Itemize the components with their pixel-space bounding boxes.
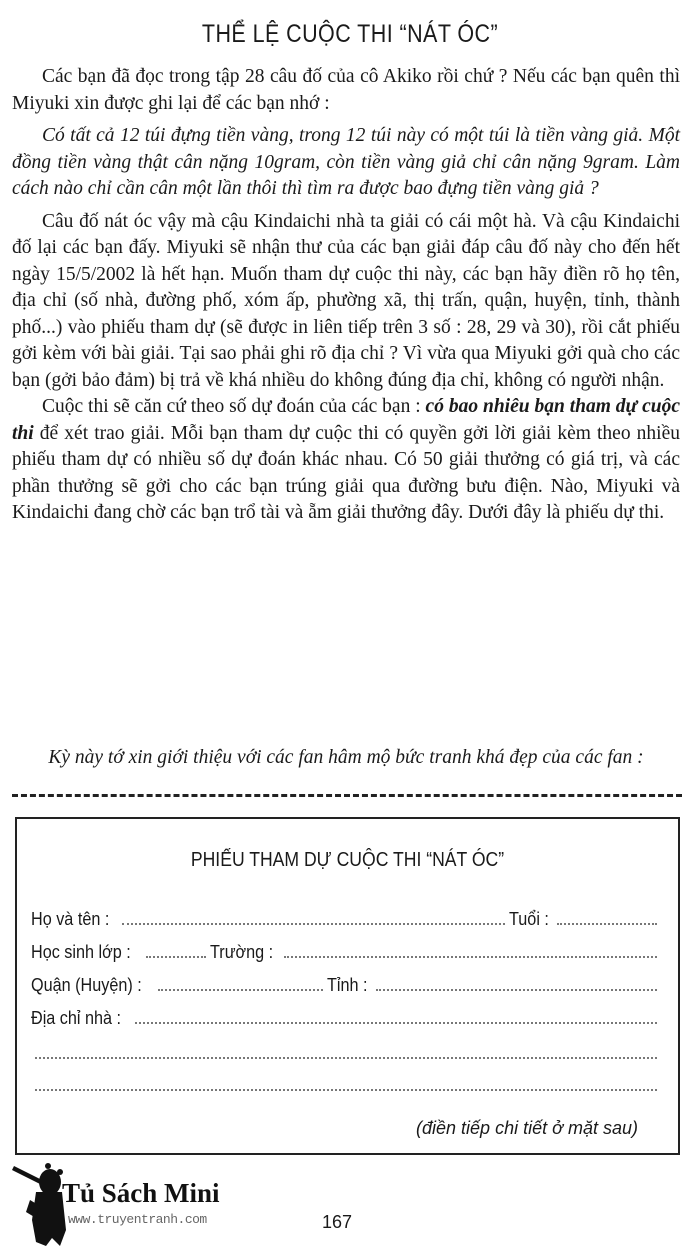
- entry-form: [15, 817, 680, 1155]
- form-title: PHIẾU THAM DỰ CUỘC THI “NÁT ÓC”: [190, 849, 505, 871]
- name-label: Họ và tên :: [31, 909, 110, 929]
- prize-emphasis: có bao nhiêu bạn tham dự cuộc thi: [12, 396, 680, 444]
- class-row: [31, 940, 661, 964]
- address-row-2: [31, 1041, 661, 1065]
- logo-url: www.truyentranh.com: [68, 1212, 207, 1227]
- cut-line: [12, 794, 682, 797]
- prize-paragraph: [12, 394, 680, 527]
- contest-rules-paragraph: Câu đố nát óc vậy mà cậu Kindaichi nhà ta giải có cái một hà. Và cậu Kindaichi đố lại các bạn đấy. Miyuki sẽ nhận thư của các bạn giải đáp câu đố này cho đến hết ngày 15/5/2002 là hết hạn. Muốn tham dự cuộc thi này, các bạn hãy điền rõ họ tên, địa chỉ (số nhà, đường phố, xóm ấp, phường xã, thị trấn, quận, huyện, tỉnh, thành phố...) vào phiếu tham dự (sẽ được in liên tiếp trên 3 số : 28, 29 và 30), rồi cắt phiếu gởi kèm với bài giải. Tại sao phải ghi rõ địa chỉ ? Vì vừa qua Miyuki gởi quà cho các bạn (gởi bảo đảm) bị trả về khá nhiều do không đúng địa chỉ, không có người nhận.: [12, 210, 680, 391]
- intro-paragraph: Các bạn đã đọc trong tập 28 câu đố của cô Akiko rồi chứ ? Nếu các bạn quên thì Miyuki xin được ghi lại để các bạn nhớ :: [12, 66, 680, 114]
- school-field[interactable]: [284, 940, 657, 958]
- rules-body: [12, 64, 680, 527]
- logo-title: Tủ Sách Mini: [62, 1178, 220, 1208]
- riddle-paragraph: Có tất cả 12 túi đựng tiền vàng, trong 12 túi này có một túi là tiền vàng giả. Một đồng tiền vàng thật cân nặng 10gram, còn tiền vàng giả chỉ cân nặng 9gram. Làm cách nào chỉ cần cân một lần thôi thì tìm ra được bao đựng tiền vàng giả ?: [12, 125, 680, 199]
- school-label: Trường :: [209, 942, 274, 962]
- class-field[interactable]: [146, 940, 206, 958]
- prize-text-start: Cuộc thi sẽ căn cứ theo số dự đoán của các bạn :: [42, 396, 426, 417]
- address-field-2[interactable]: [35, 1041, 657, 1059]
- district-label: Quận (Huyện) :: [31, 975, 142, 995]
- province-label: Tỉnh :: [327, 975, 368, 995]
- province-field[interactable]: [376, 973, 657, 991]
- publisher-logo: [10, 1160, 250, 1250]
- class-label: Học sinh lớp :: [31, 942, 131, 962]
- name-field[interactable]: [122, 907, 505, 925]
- warrior-silhouette-icon: [10, 1160, 70, 1248]
- form-note: (điền tiếp chi tiết ở mặt sau): [416, 1118, 638, 1138]
- age-label: Tuổi :: [508, 909, 549, 929]
- page-title: THỂ LỆ CUỘC THI “NÁT ÓC”: [201, 20, 499, 48]
- address-field[interactable]: [135, 1006, 657, 1024]
- district-row: [31, 973, 661, 997]
- address-row: [31, 1006, 661, 1030]
- name-row: [31, 907, 661, 931]
- page-number: 167: [322, 1212, 353, 1232]
- address-field-3[interactable]: [35, 1073, 657, 1091]
- district-field[interactable]: [158, 973, 323, 991]
- prize-text-end: để xét trao giải. Mỗi bạn tham dự cuộc thi có quyền gởi lời giải kèm theo nhiều phiếu tham dự có nhiều số dự đoán khác nhau. Có 50 giải thưởng có giá trị, và các phần thưởng sẽ gởi cho các bạn trúng giải qua đường bưu điện. Nào, Miyuki và Kindaichi đang chờ các bạn trổ tài và ẵm giải thưởng đây. Dưới đây là phiếu dự thi.: [12, 422, 680, 523]
- age-field[interactable]: [557, 907, 657, 925]
- address-row-3: [31, 1073, 661, 1097]
- address-label: Địa chỉ nhà :: [31, 1008, 122, 1028]
- fan-intro-text: Kỳ này tớ xin giới thiệu với các fan hâm mộ bức tranh khá đẹp của các fan :: [48, 747, 644, 768]
